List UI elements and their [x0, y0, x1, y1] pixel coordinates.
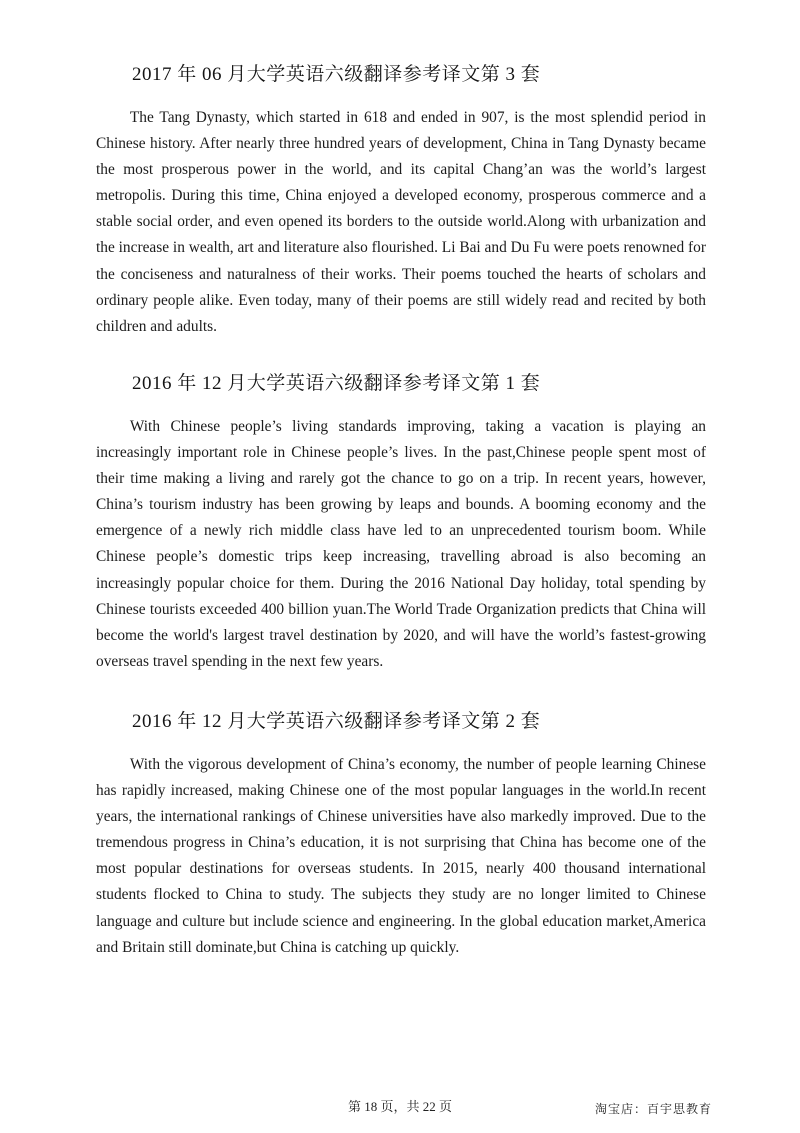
section-title: 2016 年 12 月大学英语六级翻译参考译文第 2 套	[132, 711, 541, 732]
shop-credit: 淘宝店：百宇思教育	[594, 1102, 712, 1116]
section-body: The Tang Dynasty, which started in 618 and ended in 907, is the most splendid period in Chinese history. After nearly three hundred years of development, China in Tang Dynasty became the most prosperous power in the world, and its capital Chang’an was the world’s largest metropolis. During this time, China enjoyed a developed economy, prosperous commerce and a stable social order, and even opened its borders to the outside world.Along with urbanization and the increase in wealth, art and literature also flourished. Li Bai and Du Fu were poets renowned for the conciseness and naturalness of their works. Their poems touched the hearts of scholars and ordinary people alike. Even today, many of their poems are still widely read and recited by both children and adults.	[96, 109, 706, 335]
section-title: 2017 年 06 月大学英语六级翻译参考译文第 3 套	[132, 64, 541, 85]
section-body: With Chinese people’s living standards improving, taking a vacation is playing an increasingly important role in Chinese people’s lives. In the past,Chinese people spent most of their time making a living and rarely got the chance to go on a trip. In recent years, however, China’s tourism industry has been growing by leaps and bounds. A booming economy and the emergence of a newly rich middle class have led to an unprecedented tourism boom. While Chinese people’s domestic trips keep increasing, travelling abroad is also becoming an increasingly popular choice for them. During the 2016 National Day holiday, total spending by Chinese tourists exceeded 400 billion yuan.The World Trade Organization predicts that China will become the world's largest travel destination by 2020, and will have the world’s fastest-growing overseas travel spending in the next few years.	[96, 418, 706, 670]
page-number: 第 18 页，共 22 页	[347, 1099, 452, 1114]
section-title: 2016 年 12 月大学英语六级翻译参考译文第 1 套	[132, 373, 541, 394]
translation-section-2017-06-set-3	[96, 63, 706, 340]
translation-section-2016-12-set-1	[96, 372, 706, 675]
translation-section-2016-12-set-2	[96, 710, 706, 961]
section-body: With the vigorous development of China’s economy, the number of people learning Chinese has rapidly increased, making Chinese one of the most popular languages in the world.In recent years, the international rankings of Chinese universities have also markedly improved. Due to the tremendous progress in China’s education, it is not surprising that China has become one of the most popular destinations for overseas students. In 2015, nearly 400 thousand international students flocked to China to study. The subjects they study are no longer limited to Chinese language and culture but include science and engineering. In the global education market,America and Britain still dominate,but China is catching up quickly.	[96, 756, 706, 956]
